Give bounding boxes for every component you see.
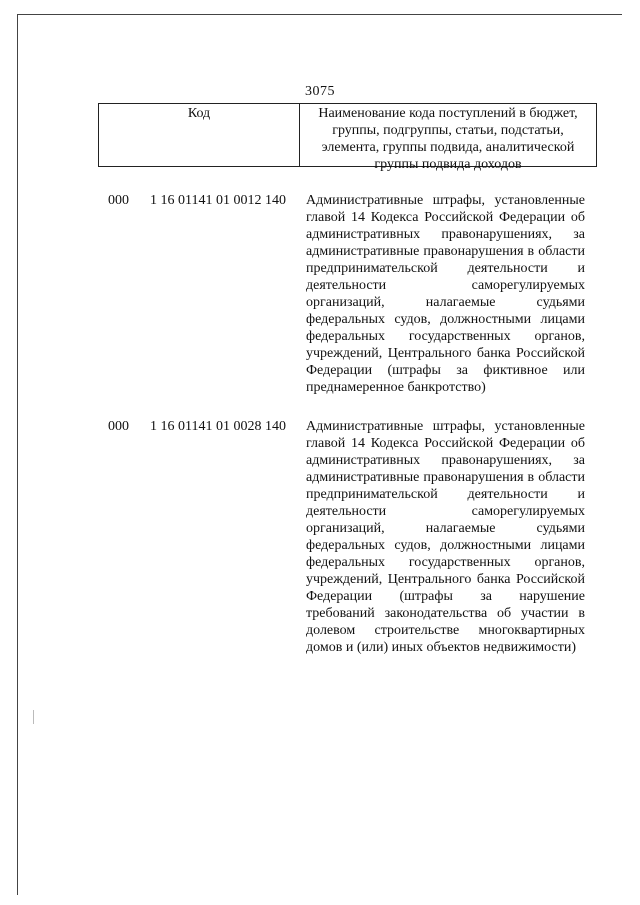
revenue-description: Административные штрафы, установленные главой 14 Кодекса Российской Федерации об административных правонарушениях, за административные правонарушения в области предпринимательской деятельности и деятельности саморегулируемых организаций, налагаемые судьями федеральных судов, должностными лицами федеральных государственных органов, учреждений, Центрального банка Российской Федерации (штрафы за нарушение требований законодательства об участии в долевом строительстве многоквартирных домов и (или) иных объектов недвижимости) (306, 419, 585, 655)
header-code-cell: Код (99, 104, 300, 166)
revenue-description: Административные штрафы, установленные главой 14 Кодекса Российской Федерации об административных правонарушениях, за административные правонарушения в области предпринимательской деятельности и деятельности саморегулируемых организаций, налагаемые судьями федеральных судов, должностными лицами федеральных государственных органов, учреждений, Центрального банка Российской Федерации (штрафы за фиктивное или преднамеренное банкротство) (306, 193, 585, 395)
header-name-cell: Наименование кода поступлений в бюджет, группы, подгруппы, статьи, подстатьи, элемента, группы подвида, аналитической группы подвида доходов (318, 106, 578, 172)
scan-mark (33, 710, 34, 724)
revenue-code: 1 16 01141 01 0012 140 (150, 193, 286, 208)
admin-code: 000 (108, 419, 129, 434)
admin-code: 000 (108, 193, 129, 208)
revenue-code: 1 16 01141 01 0028 140 (150, 419, 286, 434)
page-number: 3075 (305, 84, 335, 99)
table-header (98, 103, 597, 172)
